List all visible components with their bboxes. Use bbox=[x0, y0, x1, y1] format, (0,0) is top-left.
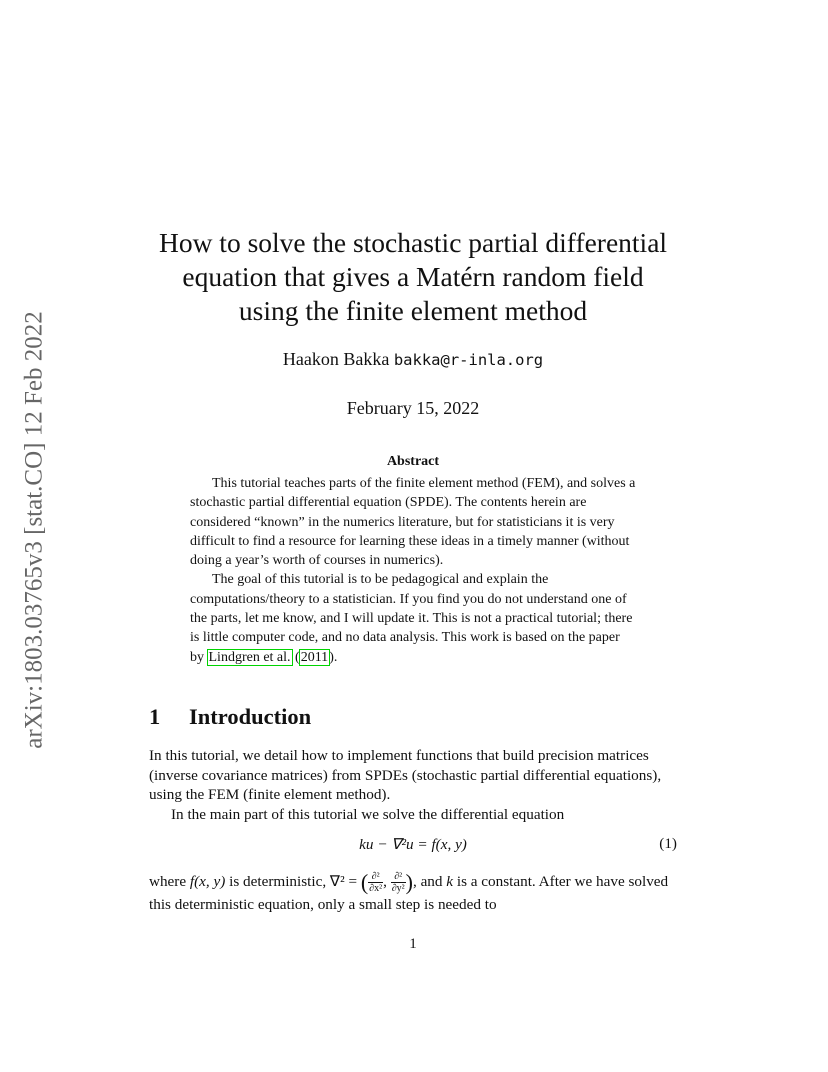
abstract-paragraph: This tutorial teaches parts of the finite element method (FEM), and solves a stochastic partial differential equation (SPDE). The contents herein are considered “known” in the numerics literature, but for statisticians it is very difficult to find a resource for learning these ideas in a timely manner (without doing a year’s worth of courses in numerics). bbox=[190, 476, 636, 569]
body-text: is deterministic, ∇² = bbox=[229, 873, 358, 890]
author-name: Haakon Bakka bbox=[282, 349, 390, 369]
math-k: k bbox=[446, 873, 454, 890]
fraction-denominator: ∂x² bbox=[369, 883, 383, 895]
math-fx: f(x, y) bbox=[189, 873, 226, 890]
title-line: using the finite element method bbox=[238, 295, 588, 326]
fraction-dy bbox=[391, 871, 406, 894]
body-text: , and bbox=[412, 873, 443, 890]
equation-1 bbox=[149, 835, 677, 857]
fraction-denominator: ∂y² bbox=[391, 883, 405, 895]
abstract-heading: Abstract bbox=[386, 454, 440, 469]
section-title: Introduction bbox=[189, 704, 312, 729]
page-number: 1 bbox=[409, 936, 417, 952]
fraction-dx bbox=[368, 871, 383, 894]
title-line: equation that gives a Matérn random field bbox=[182, 261, 644, 292]
paren-open: ( bbox=[360, 869, 369, 895]
abstract-paragraph-text: The goal of this tutorial is to be pedagogical and explain the computations/theory to a statistician. If you find you do not understand one of the parts, let me know, and I will update it. This is not a practical tutorial; there is little computer code, and no data analysis. This work is based on the paper by bbox=[190, 572, 633, 665]
author-line bbox=[130, 349, 696, 370]
paren-close: ) bbox=[405, 869, 413, 895]
arxiv-identifier bbox=[20, 286, 50, 774]
citation-link-year[interactable]: 2011 bbox=[300, 649, 329, 665]
equation-expression: ku − ∇²u = f(x, y) bbox=[359, 836, 467, 853]
section-body bbox=[149, 746, 677, 824]
section-number: 1 bbox=[149, 704, 161, 729]
body-paragraph-continued: where f(x, y) is deterministic, ∇² = ( $\frac{\text{∂²}}{\text{∂x²}}$ , $\frac{\text{∂²}}{\text{∂y²}}$ ), and k is a constant. After we have solved this deterministic equation, only a small step is needed to bbox=[149, 869, 669, 914]
paper-date: February 15, 2022 bbox=[346, 398, 480, 418]
citation-close: ). bbox=[329, 649, 338, 665]
body-paragraph: In this tutorial, we detail how to implement functions that build precision matrices (inverse covariance matrices) from SPDEs (stochastic partial differential equations), using the FEM (finite element method). bbox=[149, 747, 662, 803]
abstract-body bbox=[190, 474, 636, 667]
body-text: is a constant. After we have solved this deterministic equation, only a small step is needed to bbox=[149, 873, 669, 914]
arxiv-identifier-text: arXiv:1803.03765v3 [stat.CO] 12 Feb 2022 bbox=[21, 311, 48, 749]
equation-number: (1) bbox=[659, 835, 677, 852]
author-email[interactable]: bakka@r-inla.org bbox=[393, 351, 544, 369]
body-paragraph: In the main part of this tutorial we solve the differential equation bbox=[171, 805, 565, 823]
fraction-numerator: ∂² bbox=[368, 871, 383, 883]
fraction-numerator: ∂² bbox=[391, 871, 406, 883]
body-text: where bbox=[149, 873, 187, 890]
citation-link-author[interactable]: Lindgren et al. bbox=[208, 649, 291, 665]
paper-title bbox=[130, 226, 696, 328]
abstract-paragraph-2: The goal of this tutorial is to be pedagogical and explain the computations/theory to a statistician. If you find you do not understand one of the parts, let me know, and I will update it. This is not a practical tutorial; there is little computer code, and no data analysis. This work is based on the paper by Lindgren et al. (2011). bbox=[190, 572, 633, 665]
section-heading bbox=[149, 704, 311, 730]
title-line: How to solve the stochastic partial differential bbox=[158, 227, 668, 258]
